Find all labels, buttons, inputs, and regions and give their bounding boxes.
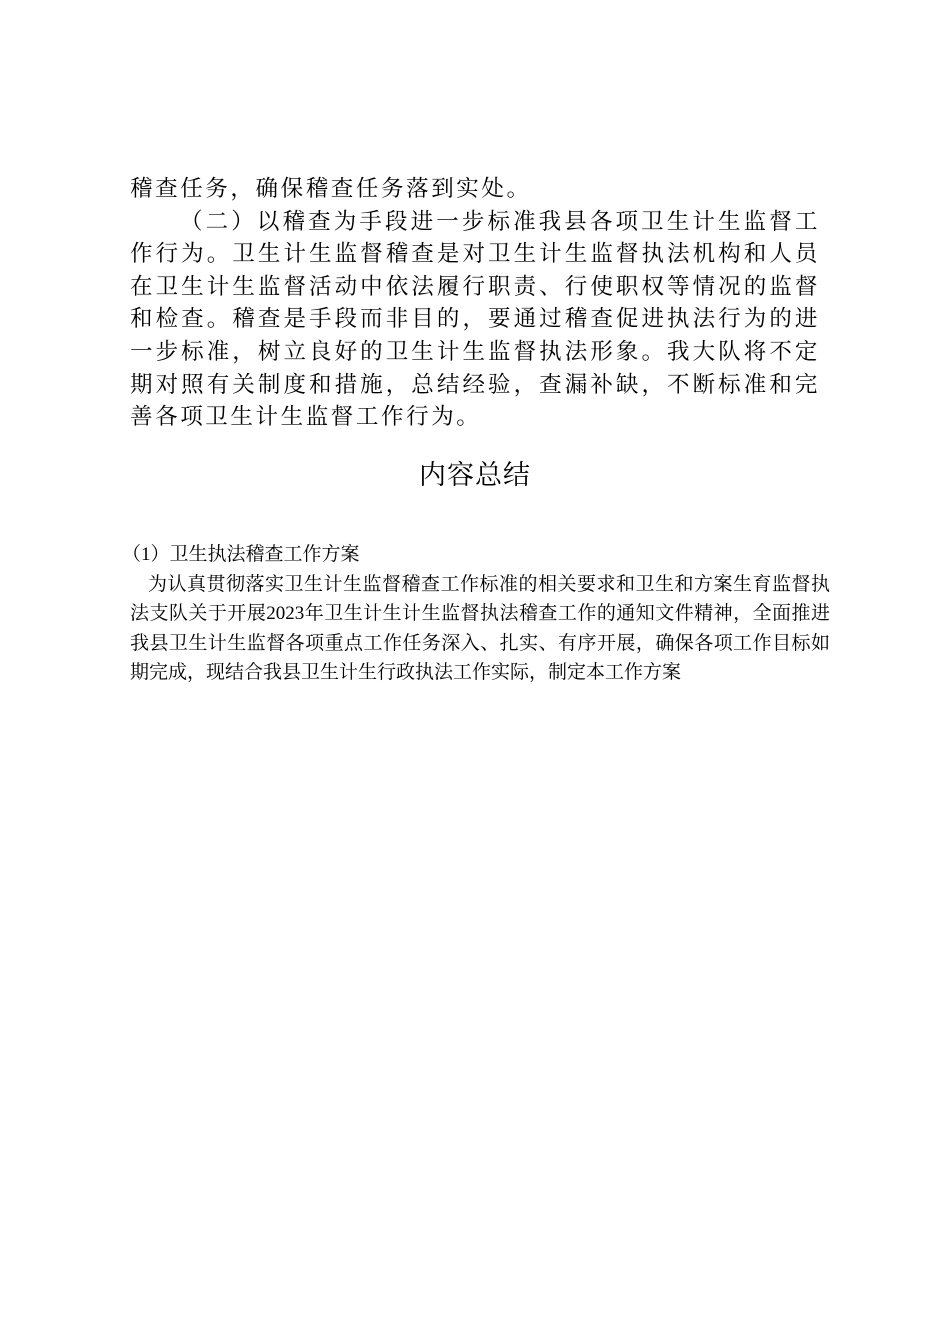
- paragraph-section-two: （二）以稽查为手段进一步标准我县各项卫生计生监督工作行为。卫生计生监督稽查是对卫生计生监督执法机构和人员在卫生计生监督活动中依法履行职责、行使职权等情况的监督和检查。稽查是手段而非目的，要通过稽查促进执法行为的进一步标准，树立良好的卫生计生监督执法形象。我大队将不定期对照有关制度和措施，总结经验，查漏补缺，不断标准和完善各项卫生计生监督工作行为。: [130, 208, 820, 431]
- summary-section: [122, 540, 830, 688]
- summary-paragraph: 为认真贯彻落实卫生计生监督稽查工作标准的相关要求和卫生和方案生育监督执法支队关于开展2023年卫生计生计生监督执法稽查工作的通知文件精神，全面推进我县卫生计生监督各项重点工作任务深入、扎实、有序开展，确保各项工作目标如期完成，现结合我县卫生计生行政执法工作实际，制定本工作方案: [130, 573, 830, 684]
- summary-title: 内容总结: [419, 460, 531, 491]
- paragraph-continued: 稽查任务，确保稽查任务落到实处。: [130, 176, 532, 202]
- summary-sub-heading: （1）卫生执法稽查工作方案: [122, 544, 360, 565]
- document-body: [130, 173, 820, 434]
